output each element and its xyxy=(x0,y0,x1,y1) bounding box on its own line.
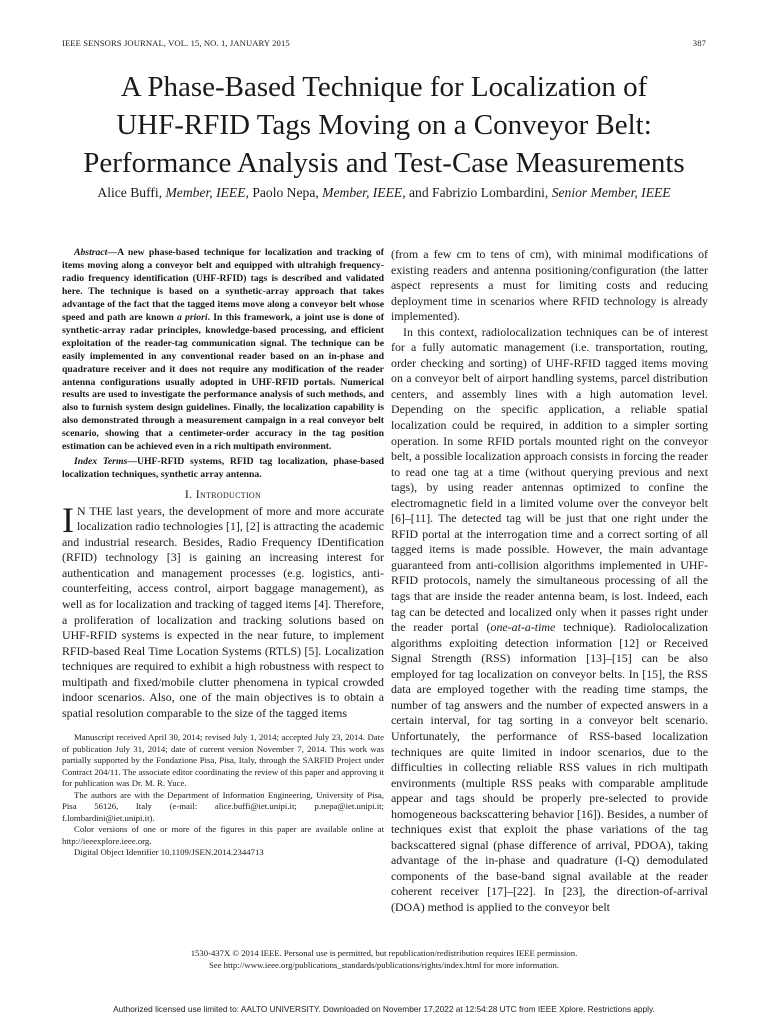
abstract-a-priori: a priori xyxy=(176,311,208,323)
abstract-dash: — xyxy=(107,247,118,258)
author-3-role: Senior Member, IEEE xyxy=(551,185,671,200)
page-number: 387 xyxy=(692,38,706,48)
intro-text: last years, the development of more and more accurate localization radio technologies [1], [2] is attracting the academic and industrial research. Besides, Radio Frequency IDentification (RFID) technology [3] is gaining an increasing interest for authentication and management processes (e.g. logistics, anti-counterfeiting, access control, airport baggage management), as well as for localization and tracking of tagged items [4]. Therefore, a proliferation of localization and tracking solutions based on UHF-RFID systems is expected in the near future, to implement RFID-based Real Time Location Systems (RTLS) [5]. Localization techniques are required to exhibit a high robustness with respect to multipath and fixed/mobile clutter phenomena in typical crowded indoor scenarios. Also, one of the main objectives is to obtain a spatial resolution comparable to the size of the tagged items xyxy=(62,503,384,720)
section-title: Introduction xyxy=(195,487,262,502)
licence-footer: Authorized licensed use limited to: AALTO UNIVERSITY. Downloaded on November 17,2022 at 12:54:28 UTC from IEEE Xplore. Restrictions apply. xyxy=(113,1004,655,1014)
footnote-affiliation: The authors are with the Department of Information Engineering, University of Pisa, Pisa 56126, Italy (e-mail: alice.buffi@iet.unipi.it; p.nepa@iet.unipi.it; f.lombardini@iet.unipi.it). xyxy=(62,789,384,823)
title-line-3: Performance Analysis and Test-Case Measurements xyxy=(83,147,685,179)
footnote-doi: Digital Object Identifier 10.1109/JSEN.2014.2344713 xyxy=(74,847,264,858)
footnote-manuscript: Manuscript received April 30, 2014; revised July 1, 2014; accepted July 23, 2014. Date of publication July 31, 2014; date of current version November 7, 2014. This work was partially supported by the Fondazione Pisa, Pisa, Italy, through the SARFID Project under Contract 204/11. The associate editor coordinating the review of this paper and approving it for publication was Dr. M. R. Yuce. xyxy=(62,732,384,789)
footnote-color: Color versions of one or more of the figures in this paper are available online at http://ieeexplore.ieee.org. xyxy=(62,824,384,846)
abstract-text-1: A new phase-based technique for localization and tracking of items moving along a conveyor belt and equipped with ultrahigh frequency-radio frequency identification (UHF-RFID) tags is described and validated here. The technique is based on a synthetic-array approach that takes advantage of the fact that the tagged items move along a conveyor belt whose speed and path are known xyxy=(62,247,384,323)
footnotes xyxy=(62,732,384,859)
context-text-1: In this context, radiolocalization techniques can be of interest for a fully automatic management (i.e. transportation, routing, order checking and sorting) of UHF-RFID tagged items moving on a conveyor belt of airport handling systems, parcel distribution centers, and assembly lines with a high automation level. Depending on the specific application, a reliable spatial localization could be required, in addition to a simpler sorting operation. In some RFID portals mounted right on the conveyor belt, a possible localization approach consists in forcing the reader to read one tag at a time (without querying previous and next tags), by using reader antennas optimized to confine the electromagnetic field in a limited volume over the conveyor belt [6]–[11]. The detected tag will be just that one right under the RFID portal at the interrogation time and a correct sorting of all tagged items is made possible. However, the main advantage guaranteed from anti-collision algorithms implemented in UHF-RFID protocols, namely the simultaneous processing of all the tags that are inside the reader antenna beam, is lost. Indeed, each tag can be detected and localized only when it passes right under the reader portal ( xyxy=(391,324,708,635)
introduction-paragraph xyxy=(62,499,384,722)
journal-citation: IEEE SENSORS JOURNAL, VOL. 15, NO. 1, JANUARY 2015 xyxy=(62,38,290,48)
left-column xyxy=(62,247,384,859)
author-1: Alice Buffi, xyxy=(97,185,166,200)
copyright-line-2: See http://www.ieee.org/publications_standards/publications/rights/index.html for more information. xyxy=(208,960,560,970)
abstract-text-2: . In this framework, a joint use is done of synthetic-array radar principles, knowledge-based processing, and efficient exploitation of the reader-tag communication signal. The technique can be easily implemented in any conventional reader based on an in-phase and quadrature receiver and it does not require any modification of the reader antenna configurations usually adopted in UHF-RFID portals. Numerical results are used to investigate the performance analysis of such methods, and also to furnish system design guidelines. Finally, the localization capability is also demonstrated through a measurement campaign in a real conveyor belt scenario, showing that a centimeter-order accuracy in the tag position estimation can be achieved even in a rich multipath environment. xyxy=(62,311,384,453)
author-list xyxy=(40,185,728,201)
continued-paragraph: (from a few cm to tens of cm), with minimal modifications of existing readers and antenna positioning/configuration (the latter aspect represents a must for limiting costs and reducing deployment time in scenarios where RFID technology is already implemented). xyxy=(391,247,708,324)
copyright-notice xyxy=(62,947,706,971)
drop-cap: I xyxy=(62,499,74,540)
context-emphasis: one-at-a-time xyxy=(490,620,556,635)
author-1-role: Member, IEEE xyxy=(165,185,246,200)
index-terms-dash: — xyxy=(127,456,137,468)
title-line-2: UHF-RFID Tags Moving on a Conveyor Belt: xyxy=(116,109,652,141)
author-2-role: Member, IEEE xyxy=(322,185,403,200)
abstract xyxy=(62,247,384,454)
author-2: , Paolo Nepa, xyxy=(245,185,323,200)
context-paragraph xyxy=(391,325,708,916)
abstract-label: Abstract xyxy=(74,247,108,258)
index-terms-label: Index Terms xyxy=(74,456,128,468)
index-terms-text: UHF-RFID systems, RFID tag localization, phase-based localization techniques, synthetic array antenna. xyxy=(62,456,384,481)
copyright-line-1: 1530-437X © 2014 IEEE. Personal use is permitted, but republication/redistribution requires IEEE permission. xyxy=(190,948,578,958)
author-3: , and Fabrizio Lombardini, xyxy=(402,185,552,200)
context-text-2: technique). Radiolocalization algorithms exploiting detection information [12] or Received Signal Strength (RSS) information [13]–[15] can be also employed for tag localization on conveyor belts. In [15], the RSS data are employed together with the reading time stamps, the number of tag answers and the number of expected answers in a certain interval, for tag sorting in a conveyor belt scenario. Unfortunately, the performance of RSS-based localization techniques are quite limited in indoor scenarios, due to the difficulties in collecting reliable RSS values in rich multipath environments (multiple RSS peaks with comparable amplitude appear and tags should be properly pre-selected to provide homogeneous backscattering behavior [16]). Besides, a number of techniques exist that exploit the phase variations of the tag backscattered signal (phase difference of arrival, PDOA), taking advantage of the in-phase and quadrature (I-Q) demodulated components of the base-band signal available at the reader coherent receiver [17]–[22]. In [23], the direction-of-arrival (DOA) method is applied to the conveyor belt xyxy=(391,620,709,914)
right-column xyxy=(391,247,708,916)
intro-first-words: N THE xyxy=(77,503,113,518)
section-heading-introduction xyxy=(62,487,384,503)
title-line-1: A Phase-Based Technique for Localization of xyxy=(120,71,648,103)
running-header xyxy=(62,38,706,52)
paper-title xyxy=(40,68,728,182)
index-terms xyxy=(62,456,384,482)
section-number: I. xyxy=(184,487,196,502)
